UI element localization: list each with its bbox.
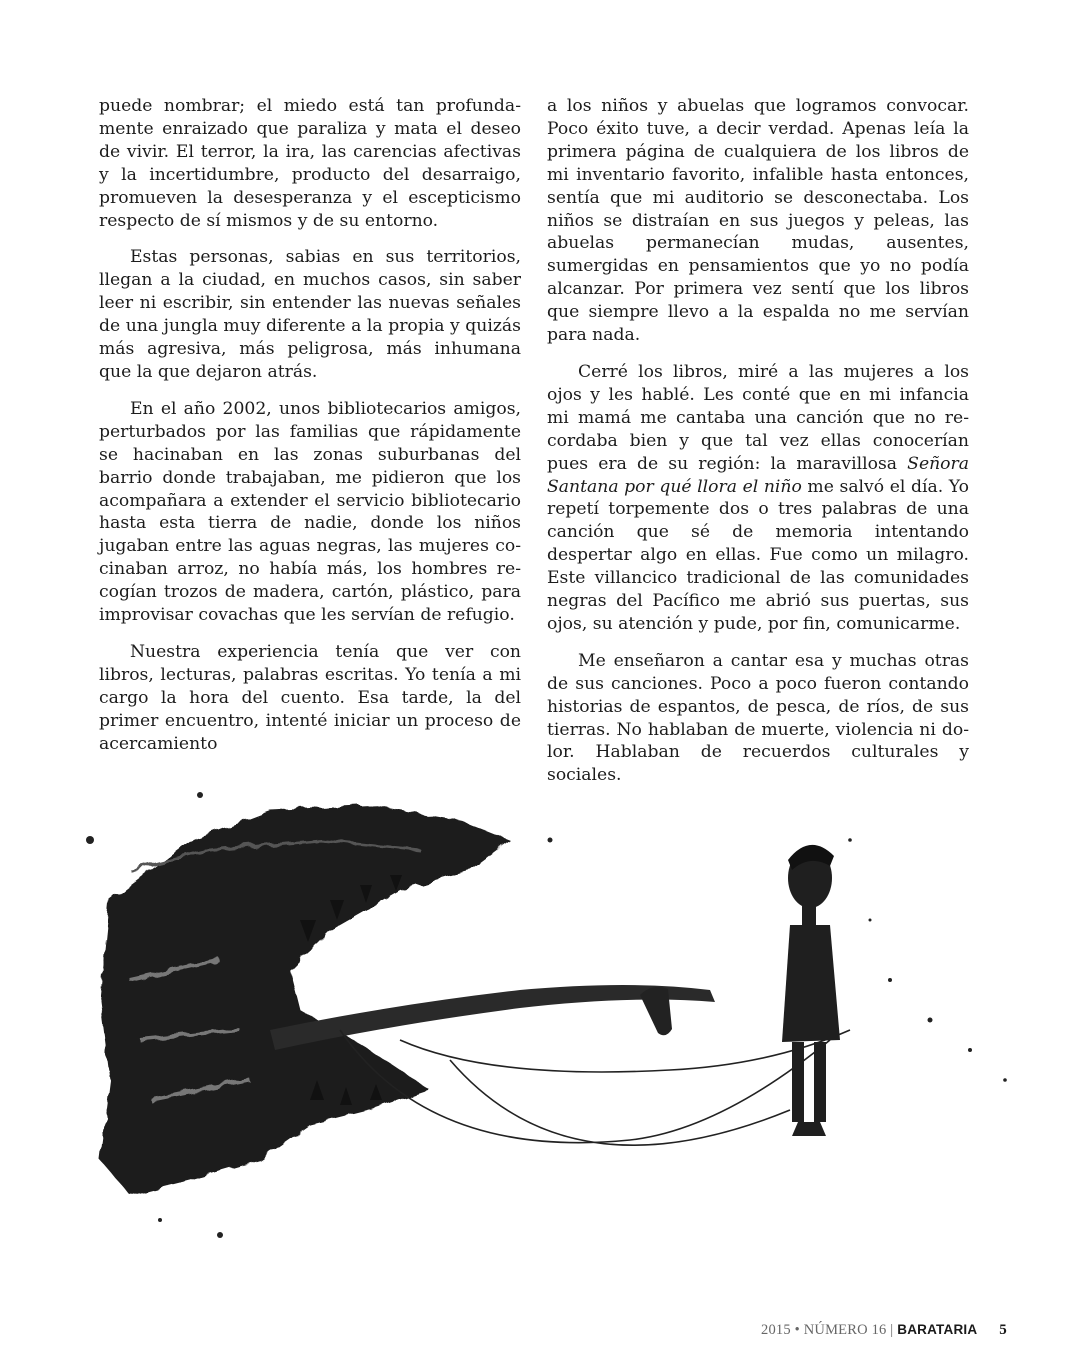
page-number: 5 xyxy=(999,1322,1007,1338)
song-title: Señora Santana por qué llora el niño xyxy=(547,453,969,497)
issue-info: 2015 • NÚMERO 16 | xyxy=(761,1322,898,1338)
paragraph: En el año 2002, unos bibliotecarios amigos, perturbados por las familias que rápidamente se hacinaban en las zonas suburbanas del barrio donde trabajaban, me pidieron que los acompañara a extender el servicio bibliotecario hasta esta tierra de nadie, donde los niños jugaban entre las aguas negras, las mujeres cocinaban arroz, no había más, los hombres recogían trozos de madera, cartón, plástico, para improvisar covachas que les servían de refugio. xyxy=(99,398,521,626)
page-footer xyxy=(761,1322,1007,1339)
paragraph: Nuestra experiencia tenía que ver con libros, lecturas, palabras escritas. Yo tenía a mi cargo la hora del cuento. Esa tarde, la del primer encuentro, intenté iniciar un proceso de acercamiento xyxy=(99,641,521,754)
paragraph-text: me salvó el día. Yo repetí torpemente dos o tres palabras de una canción que sé de memoria intentando despertar algo en ellas. Fue como un milagro. Este villancico tradicional de las comunidades negras del Pacífico me abrió sus puertas, sus ojos, su atención y pude, por fin, comunicarme. xyxy=(547,476,969,634)
paragraph xyxy=(547,361,969,636)
magazine-name: BARATARIA xyxy=(897,1322,978,1337)
paragraph: Estas personas, sabias en sus territorios, llegan a la ciudad, en muchos casos, sin saber leer ni escribir, sin entender las nuevas señales de una jungla muy diferente a la propia y quizás más agresiva, más peligrosa, más inhumana que la que dejaron atrás. xyxy=(99,247,521,382)
right-column xyxy=(547,95,969,787)
paragraph-text: Cerré los libros, miré a las mujeres a los ojos y les hablé. Les conté que en mi infancia mi mamá me cantaba una canción que no recordaba bien y que tal vez ellas conocerían pues era de su región: la maravillosa xyxy=(547,361,969,474)
paragraph: a los niños y abuelas que logramos convocar. Poco éxito tuve, a decir verdad. Apenas leía la primera página de cualquiera de los libros de mi inventario favorito, infalible hasta entonces, sentía que mi auditorio se desconectaba. Los niños se distraían en sus juegos y peleas, las abuelas permanecían mudas, ausentes, sumergidas en pensamientos que yo no podía alcanzar. Por primera vez sentí que los libros que siempre llevo a la espalda no me servían para nada. xyxy=(547,96,969,346)
left-column xyxy=(99,95,521,755)
paragraph: Me enseñaron a cantar esa y muchas otras de sus canciones. Poco a poco fueron contando historias de espantos, de pesca, de ríos, de sus tierras. No hablaban de muerte, violencia ni dolor. Hablaban de recuerdos culturales y sociales. xyxy=(547,650,969,786)
paragraph: puede nombrar; el miedo está tan profundamente enraizado que paraliza y mata el deseo de vivir. El terror, la ira, las carencias afectivas y la incertidumbre, producto del desarraigo, promueven la desesperanza y el escepticismo respecto de sí mismos y de su entorno. xyxy=(99,96,521,231)
child-figure xyxy=(782,845,840,1136)
ink-illustration xyxy=(70,780,1030,1250)
